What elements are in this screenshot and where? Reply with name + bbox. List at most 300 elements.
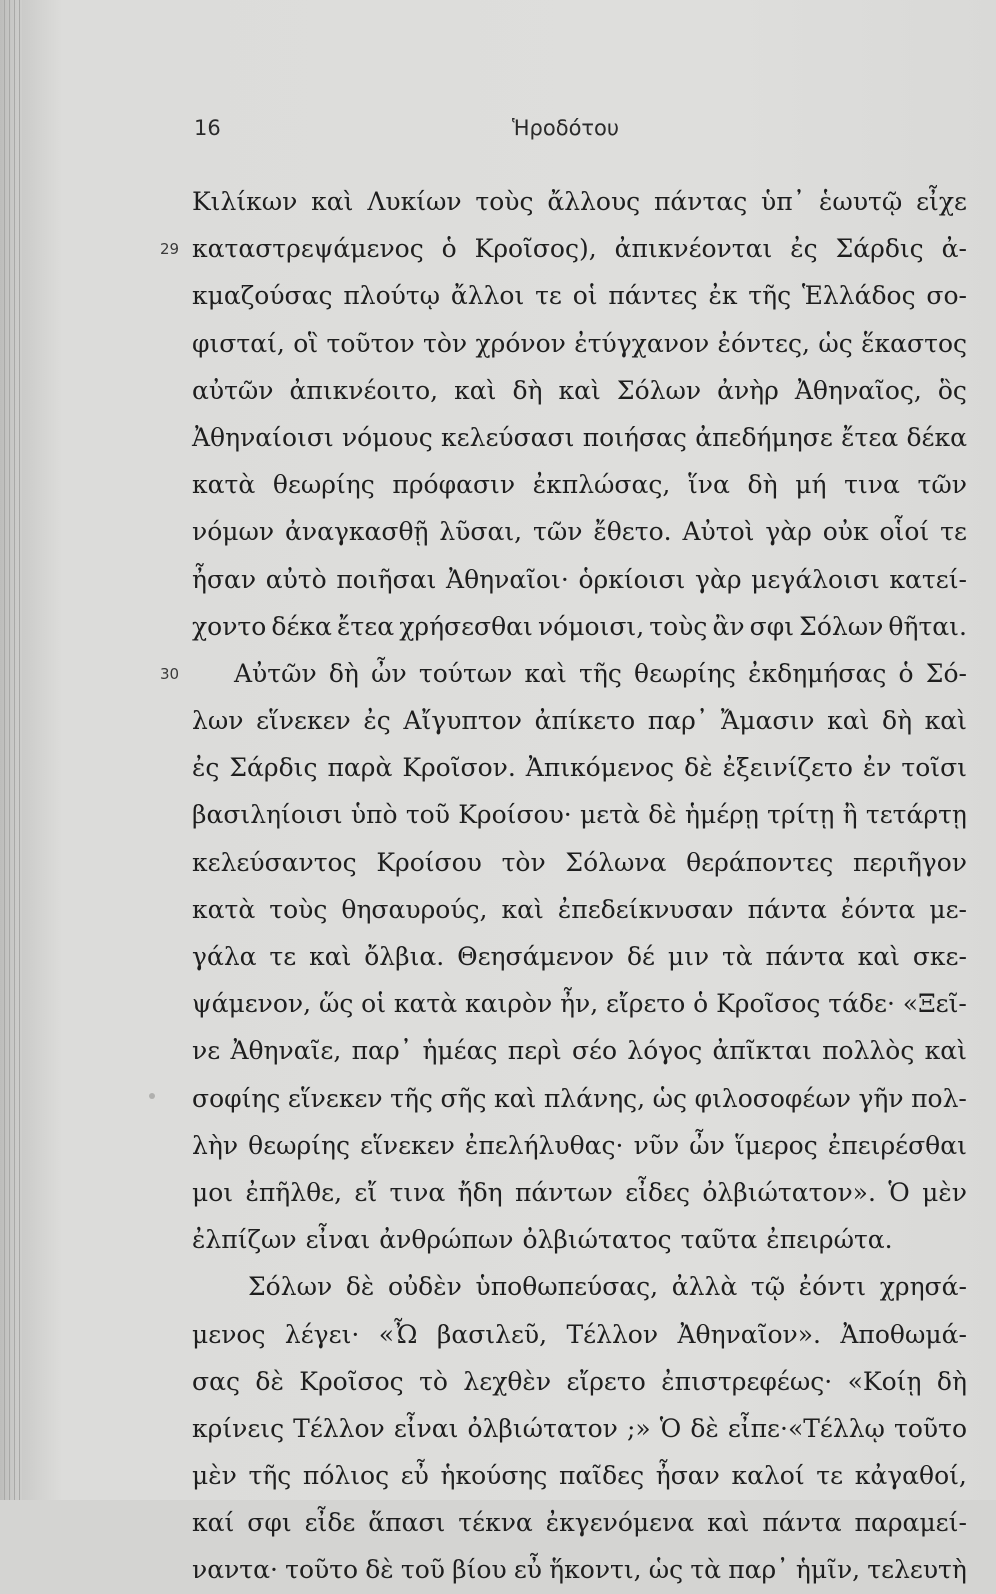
word: δέ [626,942,655,971]
word: τῆς [390,1083,433,1113]
word: ὥς [318,989,354,1019]
word: πλούτῳ [343,281,441,311]
text-line [192,556,967,603]
word: καὶ [707,1508,750,1538]
word: πάντα [762,1508,842,1538]
word: ἐπειρώτα. [766,1225,893,1255]
word: εὖ [513,1555,542,1585]
word: ἥκοντι, [549,1555,642,1585]
word: πολλὸς [822,1036,915,1066]
word: ἐπῆλθε, [245,1177,343,1207]
text-line [160,225,967,272]
word: τῷ [750,1272,786,1302]
word: Σόλων [799,611,884,641]
word: ὃς [937,375,967,405]
word: κμαζούσας [192,281,333,311]
word: ναντα· [192,1555,278,1585]
word: θεωρίης [634,658,736,688]
word: παρὰ [327,753,393,783]
word: εἴρετο [606,989,686,1019]
word: δὲ [255,1366,284,1396]
word: μενος [192,1319,266,1349]
word: τῶν [533,517,583,547]
word: ὑποθωπεύσας, [475,1272,659,1302]
word: οὐδὲν [387,1272,462,1302]
word: πρόφασιν [392,470,516,500]
word: κρίνεις [192,1413,285,1443]
word: ὁ [441,234,457,264]
word: ἐπιστρεφέως· [661,1366,833,1396]
word: θῆται. [888,611,967,641]
word: οἷοί [879,517,930,547]
word: ἡμέας [422,1036,498,1066]
text-line [192,1546,967,1593]
word: νόμοισι, [537,611,645,641]
word: ἀπικνέοιτο, [289,375,439,405]
word: καὶ [501,894,544,924]
word: περὶ [507,1036,562,1066]
word: Σόλων [248,1272,333,1302]
word: λόγος [627,1036,703,1066]
word: εἶναι [305,1225,371,1255]
word: ἡκούσης [440,1461,548,1491]
word: τὰ [721,942,753,971]
word: αὐτὸ [265,564,327,594]
word: Αὐτοὶ [682,517,755,547]
word: σο- [926,281,967,311]
word: πάντας [653,187,748,216]
word: καὶ [924,706,967,736]
text-line [192,1499,967,1546]
word: σέο [571,1036,618,1066]
page-edge-line [4,0,5,1500]
margin-dot [149,1093,155,1099]
text-line [192,1122,967,1169]
word: Σόλων [616,375,702,405]
word: εἴ [354,1177,378,1207]
word: ἐόντι [798,1272,867,1302]
text-line [192,697,967,744]
word: τοὺς [649,611,708,641]
text-line [192,980,967,1027]
word: λῦσαι, [439,517,523,547]
text-line [160,650,967,697]
word: θεωρίης [272,470,375,500]
word: δὲ [365,1555,394,1585]
word: κατεί- [889,564,967,594]
word: ὦν [371,658,407,688]
word: τὸν [423,328,468,358]
word: ἀνθρώπων [379,1225,514,1255]
word: ὁ [693,989,709,1019]
word: Τέλλον [293,1413,385,1443]
word: ἵνα [687,470,730,500]
text-line [192,1027,967,1074]
word: ποιῆσαι [336,564,437,594]
word: λέγει· [284,1319,360,1349]
word: οὐκ [822,517,869,547]
word: νε [192,1036,221,1066]
word: εἵνεκεν [256,706,351,736]
word: ἐπεδείκνυσαν [557,894,734,924]
word: ἄλλοι [450,281,525,311]
word: παρ᾽ [351,1036,413,1066]
word: φιλοσοφέων [694,1083,851,1113]
word: με- [929,894,967,924]
word: σφι [247,1508,292,1538]
text-line [192,744,967,791]
text-line [192,603,967,650]
text-line [192,1169,967,1216]
word: φισταί, [192,328,285,358]
word: τε [816,1461,844,1491]
text-line [192,178,967,225]
word: θεωρίης [248,1130,351,1160]
word: κατὰ [393,989,458,1019]
word: δὲ [345,1272,375,1302]
word: δὴ [747,470,778,500]
word: Ἑλλάδος [801,281,916,311]
word: πόλιος [302,1461,390,1491]
word: Θεησάμενον [457,942,615,971]
word: δὴ [882,706,913,736]
word: εἵνεκεν [360,1130,455,1160]
word: μή [795,470,827,500]
word: τοὺς [269,894,328,924]
word: καὶ [524,658,567,688]
word: πάντων [514,1177,613,1207]
word: τοῖσι [901,753,967,783]
word: ἂν [712,611,745,641]
word: βασιληίοισι [192,800,343,830]
word: καὶ [827,706,870,736]
text-line [192,933,967,980]
word: ἤδη [457,1177,503,1207]
word: Σάρδις [229,753,318,783]
word: Ὁ [888,1177,910,1207]
word: ἀ- [941,234,967,264]
word: δὲ [648,800,677,830]
word: μὲν [922,1177,967,1207]
word: οἱ [361,989,387,1019]
word: τοῦ [405,800,450,830]
word: ἅπασι [368,1508,446,1538]
page-edge-line [14,0,15,1500]
page-edge-line [9,0,10,1500]
text-line [192,1263,967,1310]
word: Ἀθηναῖε, [230,1036,342,1066]
word: τετάρτῃ [865,800,967,830]
word: καὶ [494,1083,537,1113]
word: δὲ [690,1413,719,1443]
word: τινα [389,1177,446,1207]
word: κελεύσασι [441,422,575,452]
word: ἔτεα [337,611,395,641]
word: δὲ [684,753,713,783]
word: σφι [749,611,795,641]
page-edge-line [19,0,20,1500]
body-text [160,178,967,1594]
word: τῆς [248,1461,292,1491]
word: τοῦτον [326,328,415,358]
word: καταστρεψάμενος [192,234,424,264]
word: μιν [667,942,710,971]
word: ὀλβιώτατος [522,1225,672,1255]
margin-line-number: 30 [160,664,180,683]
word: γῆν [858,1083,904,1113]
word: παῖδες [558,1461,645,1491]
word: ἐκγενόμενα [545,1508,695,1538]
word: τῶν [917,470,967,500]
word: ἦν, [560,989,599,1019]
word: καιρὸν [464,989,553,1019]
text-line [192,414,967,461]
word: βίου [452,1555,507,1585]
word: ὡς [818,328,853,358]
word: «Κοίῃ [847,1366,922,1396]
word: ἐπελήλυθας· [464,1130,624,1160]
word: καὶ [558,375,601,405]
word: αὐτῶν [192,375,274,405]
word: καλοί [731,1461,805,1491]
text-line [192,791,967,838]
word: ὀλβιώτατον [467,1413,618,1443]
word: καὶ [309,942,352,971]
word: ἐπειρέσθαι [827,1130,967,1160]
page-header [0,116,996,146]
word: ἐξεινίζετο [722,753,853,783]
word: σκε- [912,942,967,971]
word: γὰρ [765,517,812,547]
word: Σόλωνα [565,847,667,877]
word: Ἀποθωμά- [840,1319,967,1349]
word: Ὁ [659,1413,682,1443]
word: ἀνὴρ [717,375,779,405]
word: σῆς [440,1083,487,1113]
word: ἢ [842,800,858,830]
word: εἶχε [916,187,967,216]
word: τάδε· [828,989,895,1019]
word: ἐκπλώσας, [532,470,671,500]
word: τε [269,942,297,971]
word: τοῦ [400,1555,445,1585]
word: Κροίσου· [458,800,572,830]
word: ἀπῖκται [712,1036,812,1066]
word: τοῦτο [894,1413,967,1443]
word: Αἴγυπτον [403,706,522,736]
word: Ἄμασιν [720,706,815,736]
word: ἐν [862,753,892,783]
word: χοντο [192,611,267,641]
text-line [192,1216,967,1263]
word: σας [192,1366,240,1396]
word: ὀλβιώτατον». [702,1177,876,1207]
word: χρησά- [879,1272,967,1302]
word: Κροίσου [376,847,482,877]
word: Ἀθηναῖον». [677,1319,821,1349]
word: νόμων [192,517,275,547]
text-line [192,1452,967,1499]
text-line [192,461,967,508]
word: μὲν [192,1461,237,1491]
word: ἀπεδήμησε [695,422,833,452]
word: εἶδε [304,1508,356,1538]
word: χρόνον [475,328,566,358]
word: λεχθὲν [463,1366,552,1396]
word: δὴ [328,658,359,688]
word: τὸν [501,847,546,877]
word: ἀλλὰ [671,1272,738,1302]
word: «Ὦ [378,1319,418,1349]
word: ἀναγκασθῇ [284,517,429,547]
word: οἳ [293,328,319,358]
word: Ἀθηναῖος, [794,375,922,405]
page-number: 16 [194,116,221,140]
word: καὶ [454,375,497,405]
word: πάντες [608,281,698,311]
word: ψάμενον, [192,989,312,1019]
word: ἔτεα [841,422,899,452]
word: ἦσαν [192,564,257,594]
word: Ἀθηναῖοι· [446,564,569,594]
word: ἵμερος [734,1130,818,1160]
word: ἐόντα [840,894,916,924]
word: πλάνης, [543,1083,646,1113]
word: παραμεί- [854,1508,967,1538]
word: τινα [844,470,900,500]
word: οἱ [572,281,598,311]
word: ὦν [689,1130,725,1160]
word: Αὐτῶν [234,658,317,688]
text-line [192,886,967,933]
word: Κροῖσον. [402,753,516,783]
word: ταῦτα [680,1225,758,1255]
text-line [192,508,967,555]
word: λων [192,706,244,736]
word: ὁρκίοισι [578,564,686,594]
word: κἀγαθοί, [854,1461,967,1491]
word: παρ᾽ [647,706,709,736]
word: εἴρετο [566,1366,646,1396]
word: εἶναι [393,1413,459,1443]
word: τὰ [690,1555,722,1585]
word: τε [535,281,562,311]
word: ἡμῖν, [795,1555,861,1585]
word: ὄλβια. [364,942,445,971]
word: καὶ [857,942,900,971]
word: Σάρδις [835,234,924,264]
word: ἐτύγχανον [574,328,710,358]
word: ἐς [363,706,391,736]
word: τέκνα [458,1508,533,1538]
word: ἄλλους [547,187,641,216]
word: ὡς [648,1555,684,1585]
word: θησαυρούς, [341,894,488,924]
word: δέκα [271,611,332,641]
word: ἐκ [708,281,738,311]
word: νῦν [633,1130,680,1160]
word: καὶ [311,187,354,216]
word: ἔθετο. [593,517,672,547]
word: ὁ [898,658,914,688]
text-line [192,1075,967,1122]
margin-line-number: 29 [160,240,180,259]
word: εἶπε·«Τέλλῳ [727,1413,885,1443]
word: ἀπικνέονται [614,234,773,264]
word: ἕκαστος [861,328,967,358]
word: εὖ [400,1461,429,1491]
word: πάντα [765,942,845,971]
word: ἐκδημήσας [748,658,887,688]
word: ἡμέρῃ [685,800,759,830]
word: καὶ [924,1036,967,1066]
word: «Ξεῖ- [902,989,967,1019]
word: Σό- [925,658,967,688]
text-line [192,1358,967,1405]
text-line [192,272,967,319]
text-line [192,320,967,367]
word: χρήσεσθαι [399,611,533,641]
word: ;» [626,1413,651,1443]
word: παρ᾽ [728,1555,789,1585]
word: βασιλεῦ, [436,1319,548,1349]
word: πάντα [747,894,827,924]
word: ἐόντες, [717,328,810,358]
word: πολ- [911,1083,967,1113]
word: ἑωυτῷ [819,187,903,216]
word: Κροῖσος), [474,234,597,264]
word: μετὰ [580,800,640,830]
word: Κιλίκων [192,187,298,216]
word: τούτων [418,658,513,688]
word: ἐλπίζων [192,1225,297,1255]
running-head: Ἡροδότου [512,116,620,140]
word: τε [940,517,967,547]
word: τοὺς [475,187,534,216]
word: ποιήσας [582,422,687,452]
word: ὑπὸ [350,800,398,830]
word: λὴν [192,1130,239,1160]
word: τρίτῃ [767,800,835,830]
word: Κροῖσος [299,1366,404,1396]
word: γὰρ [695,564,742,594]
word: ἀπίκετο [534,706,636,736]
word: καί [192,1508,235,1538]
word: Τέλλον [566,1319,659,1349]
word: κατὰ [192,894,256,924]
text-line [192,1311,967,1358]
word: ὡς [652,1083,688,1113]
word: μεγάλοισι [751,564,880,594]
word: ἐς [192,753,220,783]
word: τῆς [579,658,622,688]
text-line [192,1405,967,1452]
word: σοφίης [192,1083,281,1113]
word: θεράποντες [686,847,834,877]
word: Ἀθηναίοισι [192,422,334,452]
word: ὑπ᾽ [761,187,806,216]
word: μοι [192,1177,234,1207]
word: κελεύσαντος [192,847,357,877]
text-line [192,839,967,886]
word: νόμους [341,422,433,452]
word: τὸ [419,1366,448,1396]
word: εἶδες [625,1177,690,1207]
word: Λυκίων [367,187,462,216]
word: τοῦτο [285,1555,359,1585]
word: ἐς [790,234,818,264]
text-line [192,367,967,414]
